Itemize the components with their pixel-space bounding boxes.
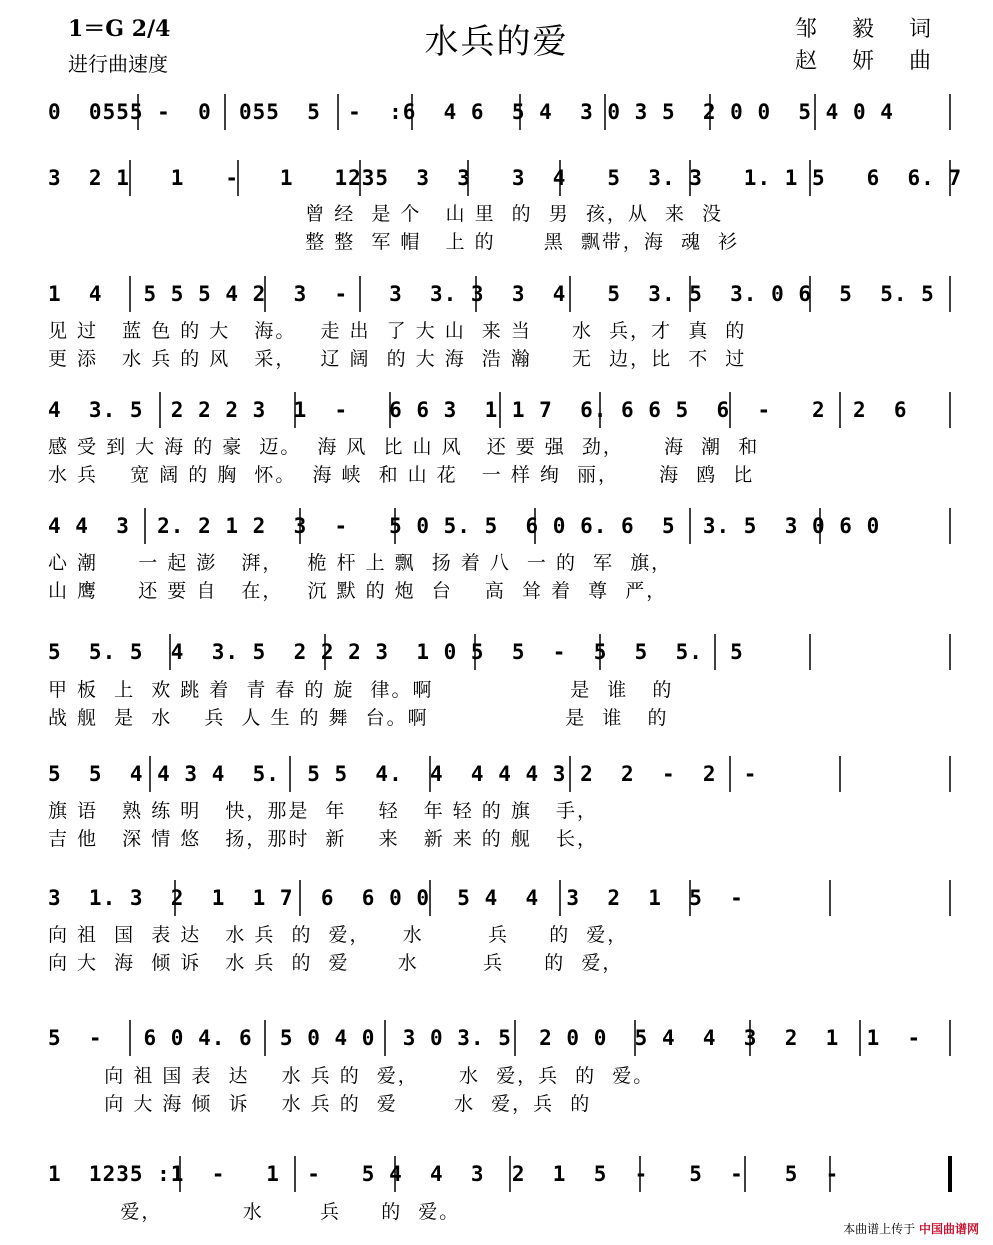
- system-4: [48, 390, 953, 430]
- notes-system-7: 5 5 4 4 3 4 5. 5 5 4. 4 4 4 4 3 2 2 - 2 -: [48, 762, 758, 786]
- notes-system-8: 3 1. 3 2 1 1 7 6 6 0 0 5 4 4 3 2 1 5 -: [48, 886, 744, 910]
- lyric-verse2-system-6: 战 舰 是 水 兵 人 生 的 舞 台。啊 是 谁 的: [48, 707, 669, 729]
- site-brand[interactable]: 中国曲谱网: [918, 1222, 979, 1236]
- barlines: [48, 632, 953, 672]
- lyric-verse2-system-5: 山 鹰 还 要 自 在， 沉 默 的 炮 台 高 耸 着 尊 严，: [48, 580, 668, 602]
- notes-system-6: 5 5. 5 4 3. 5 2 2 2 3 1 0 5 5 - 5 5 5. 5: [48, 640, 744, 664]
- barlines: [48, 92, 953, 132]
- notes-system-4: 4 3. 5 2 2 2 3 1 - 6 6 3 1 1 7 6. 6 6 5 6 - 2 2 6: [48, 398, 908, 422]
- system-6: [48, 632, 953, 672]
- lyric-verse1-system-9: 向 祖 国 表 达 水 兵 的 爱， 水 爱，兵 的 爱。: [48, 1065, 655, 1087]
- notes-system-3: 1 4 5 5 5 4 2 3 - 3 3. 3 3 4 5 3. 5 3. 0 6 5 5. 5: [48, 282, 935, 306]
- notes-system-1: 0 0555 - 0 055 5 - :6 4 6 5 4 3 0 3 5 2 0 0 5 4 0 4: [48, 100, 894, 124]
- lyric-verse1-system-5: 心 潮 一 起 澎 湃， 桅 杆 上 飘 扬 着 八 一 的 军 旗，: [48, 552, 673, 574]
- system-7: [48, 754, 953, 794]
- tempo-marking: 进行曲速度: [68, 52, 168, 76]
- lyric-verse1-system-3: 见 过 蓝 色 的 大 海。 走 出 了 大 山 来 当 水 兵，才 真 的: [48, 320, 747, 342]
- lyric-verse2-system-9: 向 大 海 倾 诉 水 兵 的 爱 水 爱，兵 的: [48, 1093, 592, 1115]
- barlines: [48, 754, 953, 794]
- barlines: [48, 158, 953, 198]
- system-5: [48, 506, 953, 546]
- lyric-verse2-system-8: 向 大 海 倾 诉 水 兵 的 爱 水 兵 的 爱，: [48, 952, 624, 974]
- key-signature: 1＝G 2/4: [68, 16, 171, 42]
- footer-text: 本曲谱上传于: [843, 1222, 916, 1236]
- system-2: [48, 158, 963, 198]
- lyric-verse1-system-2: 曾 经 是 个 山 里 的 男 孩，从 来 没: [48, 203, 723, 225]
- system-9: [48, 1018, 953, 1058]
- lyricist-credit: 邹 毅 词: [795, 17, 945, 42]
- composer-credit: 赵 妍 曲: [795, 49, 945, 74]
- notes-system-9: 5 - 6 0 4. 6 5 0 4 0 3 0 3. 5 2 0 0 5 4 4 3 2 1 1 -: [48, 1026, 922, 1050]
- lyric-verse2-system-2: 整 整 军 帽 上 的 黑 飘带，海 魂 衫: [48, 231, 740, 253]
- lyric-verse1-system-7: 旗 语 熟 练 明 快，那是 年 轻 年 轻 的 旗 手，: [48, 800, 598, 822]
- notes-system-2: 3 2 1 1 - 1 1235 3 3 3 4 5 3. 3 1. 1 5 6 6. 7: [48, 166, 963, 190]
- system-10: [48, 1154, 953, 1194]
- barlines: [48, 506, 953, 546]
- song-title: 水兵的爱: [424, 22, 569, 62]
- footer-credit: [843, 1220, 979, 1237]
- lyric-verse2-system-3: 更 添 水 兵 的 风 采， 辽 阔 的 大 海 浩 瀚 无 边，比 不 过: [48, 348, 747, 370]
- notes-system-10: 1 1235 :1 - 1 - 5 4 4 3 2 1 5 - 5 - 5 -: [48, 1162, 840, 1186]
- barlines: [48, 390, 953, 430]
- lyric-verse1-system-6: 甲 板 上 欢 跳 着 青 春 的 旋 律。啊 是 谁 的: [48, 679, 674, 701]
- lyric-verse1-system-10: 爱， 水 兵 的 爱。: [48, 1201, 461, 1223]
- barlines: [48, 878, 953, 918]
- system-8: [48, 878, 953, 918]
- notes-system-5: 4 4 3 2. 2 1 2 3 - 5 0 5. 5 6 0 6. 6 5 3. 5 3 0 6 0: [48, 514, 881, 538]
- system-3: [48, 274, 953, 314]
- lyric-verse2-system-4: 水 兵 宽 阔 的 胸 怀。 海 峡 和 山 花 一 样 绚 丽， 海 鸥 比: [48, 464, 755, 486]
- lyric-verse1-system-4: 感 受 到 大 海 的 豪 迈。 海 风 比 山 风 还 要 强 劲， 海 潮 和: [48, 436, 760, 458]
- barlines: [48, 274, 953, 314]
- lyric-verse2-system-7: 吉 他 深 情 悠 扬，那时 新 来 新 来 的 舰 长，: [48, 828, 598, 850]
- system-1: [48, 92, 953, 132]
- lyric-verse1-system-8: 向 祖 国 表 达 水 兵 的 爱， 水 兵 的 爱，: [48, 924, 629, 946]
- barlines: [48, 1018, 953, 1058]
- barlines: [48, 1154, 953, 1194]
